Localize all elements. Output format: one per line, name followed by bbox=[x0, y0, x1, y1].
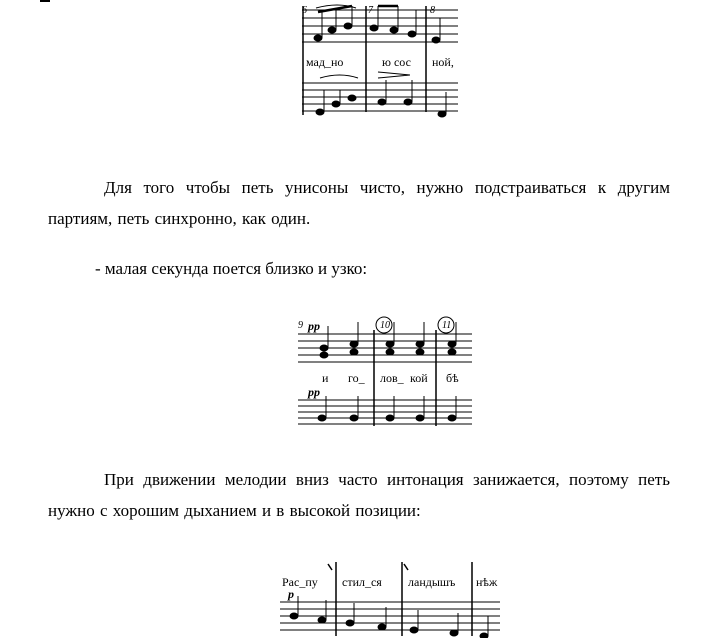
lyric-syllable: стил_ся bbox=[342, 575, 382, 589]
measure-number: 6 bbox=[302, 5, 307, 16]
dynamic-marking: pp bbox=[308, 319, 320, 333]
paragraph-descending: При движении мелодии вниз часто интонация занижается, поэтому петь нужно с хорошим дыханием и в высокой позиции: bbox=[48, 470, 670, 520]
page-corner-mark bbox=[40, 0, 50, 2]
lyric-syllable: го_ bbox=[348, 371, 365, 385]
lyric-syllable: ландышъ bbox=[408, 575, 456, 589]
lyric-syllable: бѣ bbox=[446, 371, 459, 385]
lyric-syllable: и bbox=[322, 371, 329, 385]
music-excerpt-2 bbox=[296, 314, 474, 430]
lyric-syllable: мад_но bbox=[306, 55, 344, 69]
lyric-syllable: ной, bbox=[432, 55, 454, 69]
measure-number: 8 bbox=[430, 5, 435, 16]
measure-number: 9 bbox=[298, 320, 303, 331]
music-excerpt-3 bbox=[278, 560, 502, 638]
lyric-syllable: нѣж bbox=[476, 575, 498, 589]
music-excerpt-1 bbox=[298, 0, 460, 124]
dynamic-marking: p bbox=[288, 587, 294, 601]
lyric-syllable: Рас_пу bbox=[282, 575, 318, 589]
lyric-syllable: кой bbox=[410, 371, 428, 385]
measure-number: 11 bbox=[442, 320, 452, 331]
paragraph-unison: Для того чтобы петь унисоны чисто, нужно подстраиваться к другим партиям, петь синхронно, как один. bbox=[48, 178, 670, 228]
lyric-syllable: лов_ bbox=[380, 371, 404, 385]
measure-number: 7 bbox=[368, 5, 373, 16]
bullet-minor-second: - малая секунда поется близко и узко: bbox=[95, 259, 368, 278]
dynamic-marking: pp bbox=[308, 385, 320, 399]
measure-number: 10 bbox=[380, 320, 390, 331]
lyric-syllable: ю сос bbox=[382, 55, 411, 69]
